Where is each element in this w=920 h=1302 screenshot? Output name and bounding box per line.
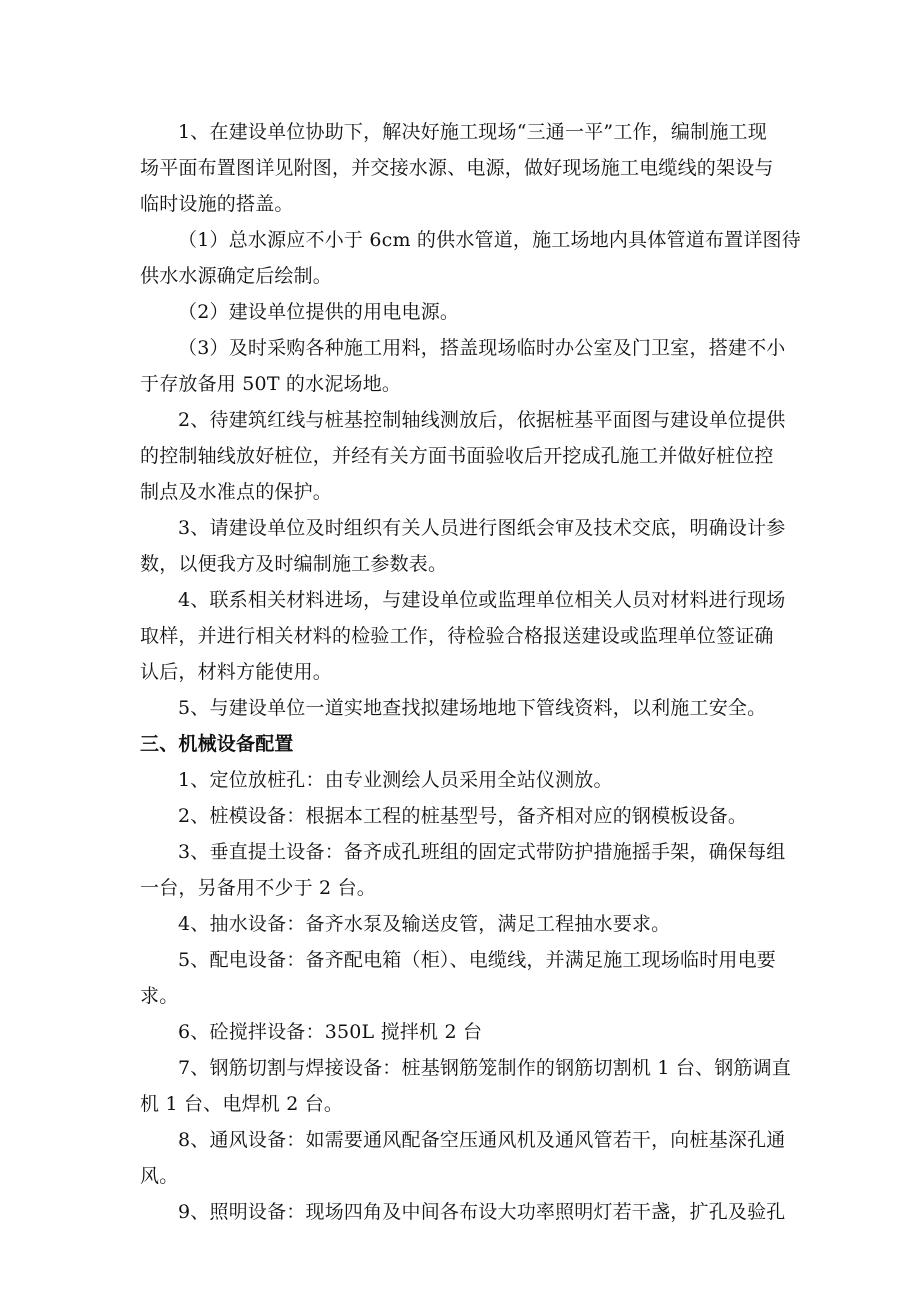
paragraph-line: 2、待建筑红线与桩基控制轴线测放后，依据桩基平面图与建设单位提供 <box>178 409 786 431</box>
paragraph-line: 求。 <box>140 985 179 1007</box>
paragraph-line: 供水水源确定后绘制。 <box>140 265 333 287</box>
section-heading: 三、机械设备配置 <box>140 733 294 755</box>
paragraph-line: 5、配电设备：备齐配电箱（柜）、电缆线，并满足施工现场临时用电要 <box>178 949 776 971</box>
paragraph-line: 4、联系相关材料进场，与建设单位或监理单位相关人员对材料进行现场 <box>178 589 786 611</box>
paragraph-line: 7、钢筋切割与焊接设备：桩基钢筋笼制作的钢筋切割机 1 台、钢筋调直 <box>178 1057 792 1079</box>
paragraph-line: 2、桩模设备：根据本工程的桩基型号，备齐相对应的钢模板设备。 <box>178 805 748 827</box>
paragraph-line: 6、砼搅拌设备：350L 搅拌机 2 台 <box>178 1021 483 1043</box>
paragraph-line: 风。 <box>140 1165 179 1187</box>
paragraph-line: 5、与建设单位一道实地查找拟建场地地下管线资料，以利施工安全。 <box>178 697 767 719</box>
paragraph-line: 于存放备用 50T 的水泥场地。 <box>140 373 402 395</box>
paragraph-line: 3、垂直提土设备：备齐成孔班组的固定式带防护措施摇手架，确保每组 <box>178 841 786 863</box>
paragraph-line: 的控制轴线放好桩位，并经有关方面书面验收后开挖成孔施工并做好桩位控 <box>140 445 774 467</box>
paragraph-line: 8、通风设备：如需要通风配备空压通风机及通风管若干，向桩基深孔通 <box>178 1129 786 1151</box>
paragraph-line: 制点及水准点的保护。 <box>140 481 333 503</box>
paragraph-line: （3）及时采购各种施工用料，搭盖现场临时办公室及门卫室，搭建不小 <box>178 337 786 359</box>
paragraph-line: 场平面布置图详见附图，并交接水源、电源，做好现场施工电缆线的架设与 <box>140 157 774 179</box>
paragraph-line: 1、在建设单位协助下，解决好施工现场“三通一平”工作，编制施工现 <box>178 121 767 143</box>
paragraph-line: 1、定位放桩孔：由专业测绘人员采用全站仪测放。 <box>178 769 613 791</box>
paragraph-line: 机 1 台、电焊机 2 台。 <box>140 1093 344 1115</box>
paragraph-line: （1）总水源应不小于 6cm 的供水管道，施工场地内具体管道布置详图待 <box>178 229 801 251</box>
paragraph-line: 9、照明设备：现场四角及中间各布设大功率照明灯若干盏，扩孔及验孔 <box>178 1201 786 1223</box>
paragraph-line: 3、请建设单位及时组织有关人员进行图纸会审及技术交底，明确设计参 <box>178 517 786 539</box>
paragraph-line: 数，以便我方及时编制施工参数表。 <box>140 553 448 575</box>
paragraph-line: （2）建设单位提供的用电电源。 <box>178 301 460 323</box>
paragraph-line: 一台，另备用不少于 2 台。 <box>140 877 376 899</box>
paragraph-line: 认后，材料方能使用。 <box>140 661 333 683</box>
paragraph-line: 4、抽水设备：备齐水泵及输送皮管，满足工程抽水要求。 <box>178 913 671 935</box>
paragraph-line: 临时设施的搭盖。 <box>140 193 294 215</box>
paragraph-line: 取样，并进行相关材料的检验工作，待检验合格报送建设或监理单位签证确 <box>140 625 774 647</box>
